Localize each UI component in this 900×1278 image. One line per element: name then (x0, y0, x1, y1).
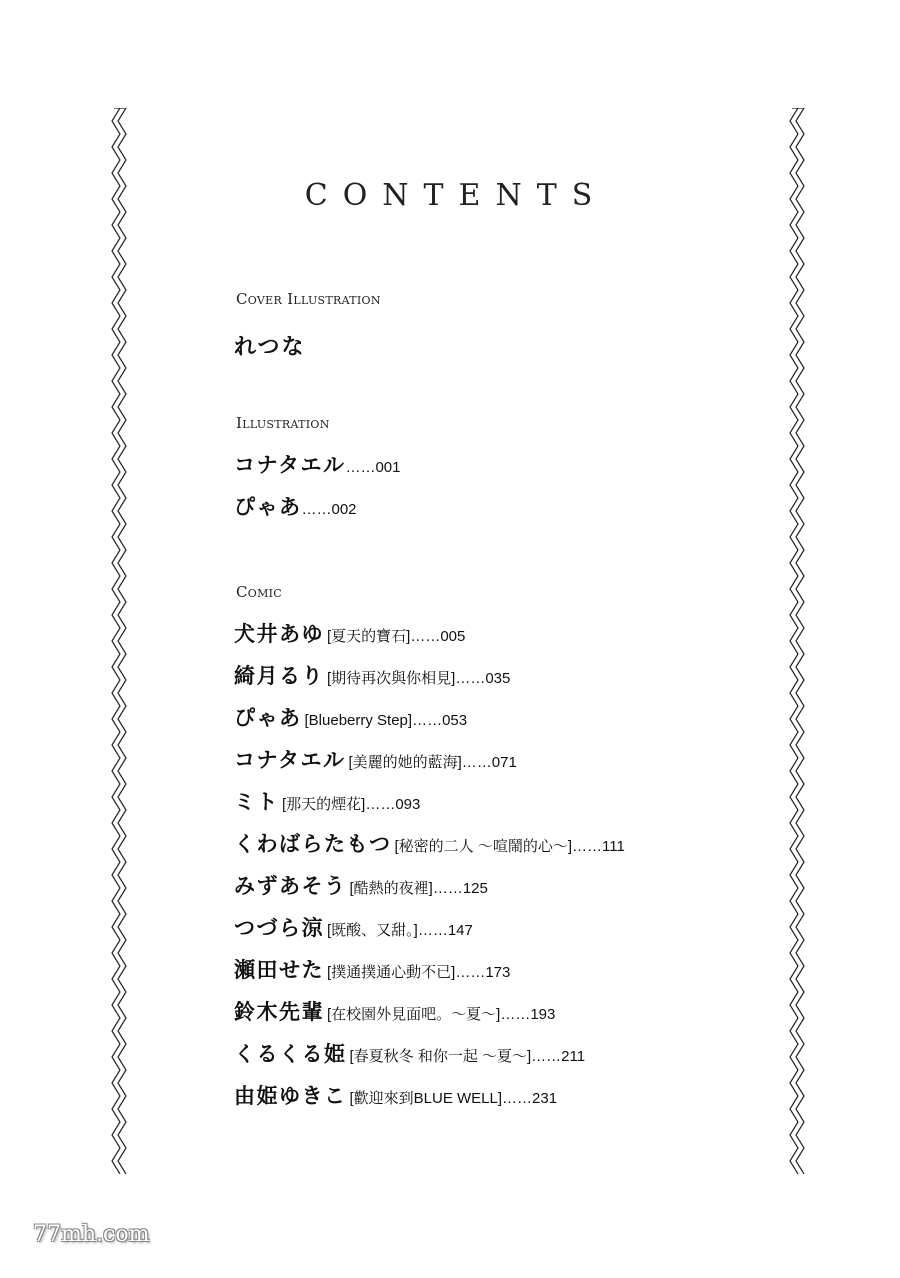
entry-page-number: ……053 (412, 712, 468, 729)
entry-work-title: [夏天的寶石] (327, 628, 411, 645)
section-label-comic: Comic (236, 583, 283, 601)
entry-work-title: [既酸、又甜。] (327, 922, 418, 939)
entry-page-number: ……001 (345, 459, 401, 476)
toc-entry (234, 1086, 557, 1107)
toc-entry (234, 455, 400, 476)
entry-artist: くわばらたもつ (234, 832, 392, 856)
entry-page-number: ……173 (455, 964, 511, 981)
toc-entry (234, 497, 357, 518)
toc-entry (234, 750, 517, 771)
entry-artist: コナタエル (234, 748, 346, 772)
toc-entry (234, 918, 473, 939)
entry-page-number: ……005 (410, 628, 466, 645)
toc-entry (234, 792, 420, 813)
entry-artist: みずあそう (234, 874, 347, 898)
entry-work-title: [美麗的她的藍海] (348, 754, 462, 771)
entry-artist: ぴゃあ (234, 706, 302, 730)
toc-entry (234, 834, 625, 855)
entry-work-title: [撲通撲通心動不已] (327, 964, 456, 981)
left-zigzag-border (109, 108, 129, 1174)
entry-page-number: ……125 (432, 880, 488, 897)
entry-page-number: ……193 (500, 1006, 556, 1023)
entry-work-title: [期待再次與你相見] (327, 670, 456, 687)
entry-artist: 綺月るり (234, 664, 324, 688)
entry-page-number: ……211 (531, 1048, 586, 1065)
entry-work-title: [歡迎來到BLUE WELL] (349, 1090, 503, 1107)
toc-entry (234, 1044, 585, 1065)
entry-work-title: [那天的煙花] (282, 796, 366, 813)
entry-page-number: ……147 (417, 922, 473, 939)
entry-page-number: ……035 (455, 670, 511, 687)
entry-work-title: [秘密的二人 ～喧鬧的心～] (394, 838, 573, 855)
entry-artist: 由姫ゆきこ (234, 1084, 347, 1108)
entry-artist: 犬井あゆ (234, 622, 324, 646)
toc-entry (234, 624, 465, 645)
section-label-cover: Cover Illustration (236, 290, 381, 308)
entry-page-number: ……093 (365, 796, 421, 813)
entry-artist: 鈴木先輩 (234, 1000, 324, 1024)
entry-work-title: [Blueberry Step] (304, 712, 413, 729)
entry-artist: つづら涼 (234, 916, 324, 940)
cover-artist: れつな (234, 335, 306, 360)
entry-artist: ぴゃあ (234, 495, 302, 519)
entry-artist: 瀬田せた (234, 958, 324, 982)
section-label-illustration: Illustration (236, 414, 330, 432)
entry-page-number: ……071 (461, 754, 517, 771)
watermark: 77mh.com (33, 1222, 150, 1247)
entry-artist: コナタエル (234, 453, 346, 477)
right-zigzag-border (787, 108, 807, 1174)
toc-entry (234, 876, 488, 897)
toc-entry (234, 708, 467, 729)
entry-artist: くるくる姫 (234, 1042, 347, 1066)
toc-entry (234, 960, 510, 981)
toc-entry (234, 1002, 555, 1023)
entry-work-title: [春夏秋冬 和你一起 ～夏～] (349, 1048, 532, 1065)
entry-work-title: [在校園外見面吧。～夏～] (327, 1006, 501, 1023)
page-title: CONTENTS (304, 178, 608, 213)
entry-artist: ミト (234, 790, 279, 814)
entry-page-number: ……231 (502, 1090, 558, 1107)
entry-page-number: ……111 (572, 838, 625, 855)
entry-work-title: [酷熱的夜裡] (349, 880, 433, 897)
entry-page-number: ……002 (301, 501, 357, 518)
toc-entry (234, 666, 510, 687)
